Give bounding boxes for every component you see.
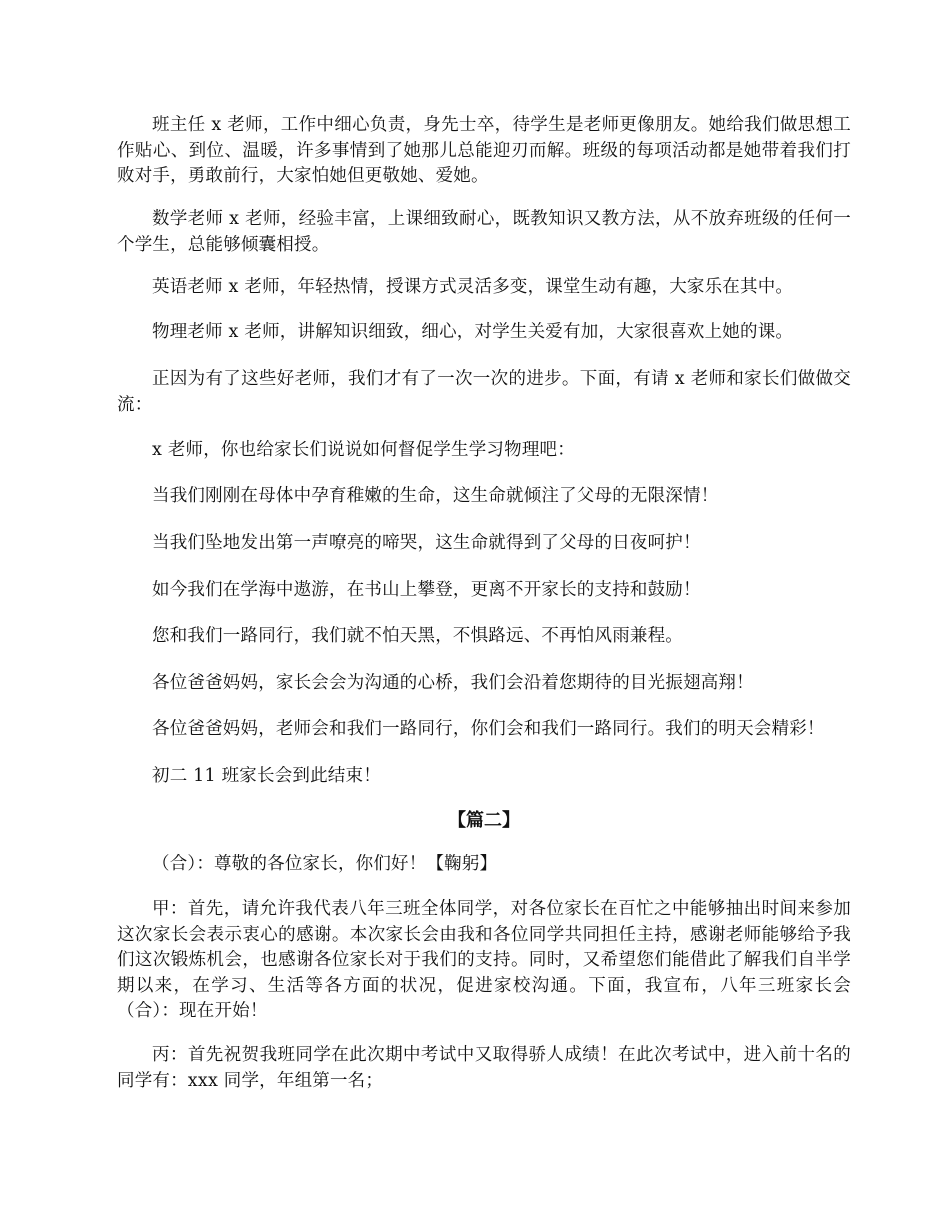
paragraph-greeting: （合）：尊敬的各位家长，你们好！【鞠躬】	[152, 854, 498, 874]
section-heading: 【篇二】	[448, 810, 520, 831]
paragraph-speaker-bing: 丙：首先祝贺我班同学在此次期中考试中又取得骄人成绩！在此次考试中，进入前十名的同学有：xxx 同学，年组第一名；	[117, 1045, 851, 1091]
paragraph-head-teacher: 班主任 x 老师，工作中细心负责，身先士卒，待学生是老师更像朋友。她给我们做思想工作贴心、到位、温暖，许多事情到了她那儿总能迎刃而解。班级的每项活动都是她带着我们打败对手，勇敢前行，大家怕她但更敬她、爱她。	[117, 115, 851, 186]
paragraph-physics-request: x 老师，你也给家长们说说如何督促学生学习物理吧：	[152, 440, 575, 460]
paragraph-speaker-jia: 甲：首先，请允许我代表八年三班全体同学，对各位家长在百忙之中能够抽出时间来参加这次家长会表示衷心的感谢。本次家长会由我和各位同学共同担任主持，感谢老师能够给予我们这次锻炼机会，也感谢各位家长对于我们的支持。同时，又希望您们能借此了解我们自半学期以来，在学习、生活等各方面的状况，促进家校沟通。下面，我宣布，八年三班家长会（合）：现在开始！	[117, 899, 851, 1021]
paragraph-life-begins: 当我们刚刚在母体中孕育稚嫩的生命，这生命就倾注了父母的无限深情！	[152, 486, 719, 506]
paragraph-first-cry: 当我们坠地发出第一声嘹亮的啼哭，这生命就得到了父母的日夜呵护！	[152, 533, 701, 553]
paragraph-bright-future: 各位爸爸妈妈，老师会和我们一路同行，你们会和我们一路同行。我们的明天会精彩！	[152, 719, 825, 739]
paragraph-english-teacher: 英语老师 x 老师，年轻热情，授课方式灵活多变，课堂生动有趣，大家乐在其中。	[152, 277, 794, 297]
paragraph-study-sea: 如今我们在学海中遨游，在书山上攀登，更离不开家长的支持和鼓励！	[152, 580, 701, 600]
paragraph-heart-bridge: 各位爸爸妈妈，家长会会为沟通的心桥，我们会沿着您期待的目光振翅高翔！	[152, 673, 754, 693]
paragraph-physics-teacher: 物理老师 x 老师，讲解知识细致，细心，对学生关爱有加，大家很喜欢上她的课。	[152, 322, 794, 342]
paragraph-progress: 正因为有了这些好老师，我们才有了一次一次的进步。下面，有请 x 老师和家长们做做交流：	[117, 369, 851, 415]
paragraph-walk-together: 您和我们一路同行，我们就不怕天黑，不惧路远、不再怕风雨兼程。	[152, 626, 683, 646]
paragraph-meeting-end: 初二 11 班家长会到此结束！	[152, 766, 381, 786]
paragraph-math-teacher: 数学老师 x 老师，经验丰富，上课细致耐心，既教知识又教方法，从不放弃班级的任何一个学生，总能够倾囊相授。	[117, 209, 851, 255]
